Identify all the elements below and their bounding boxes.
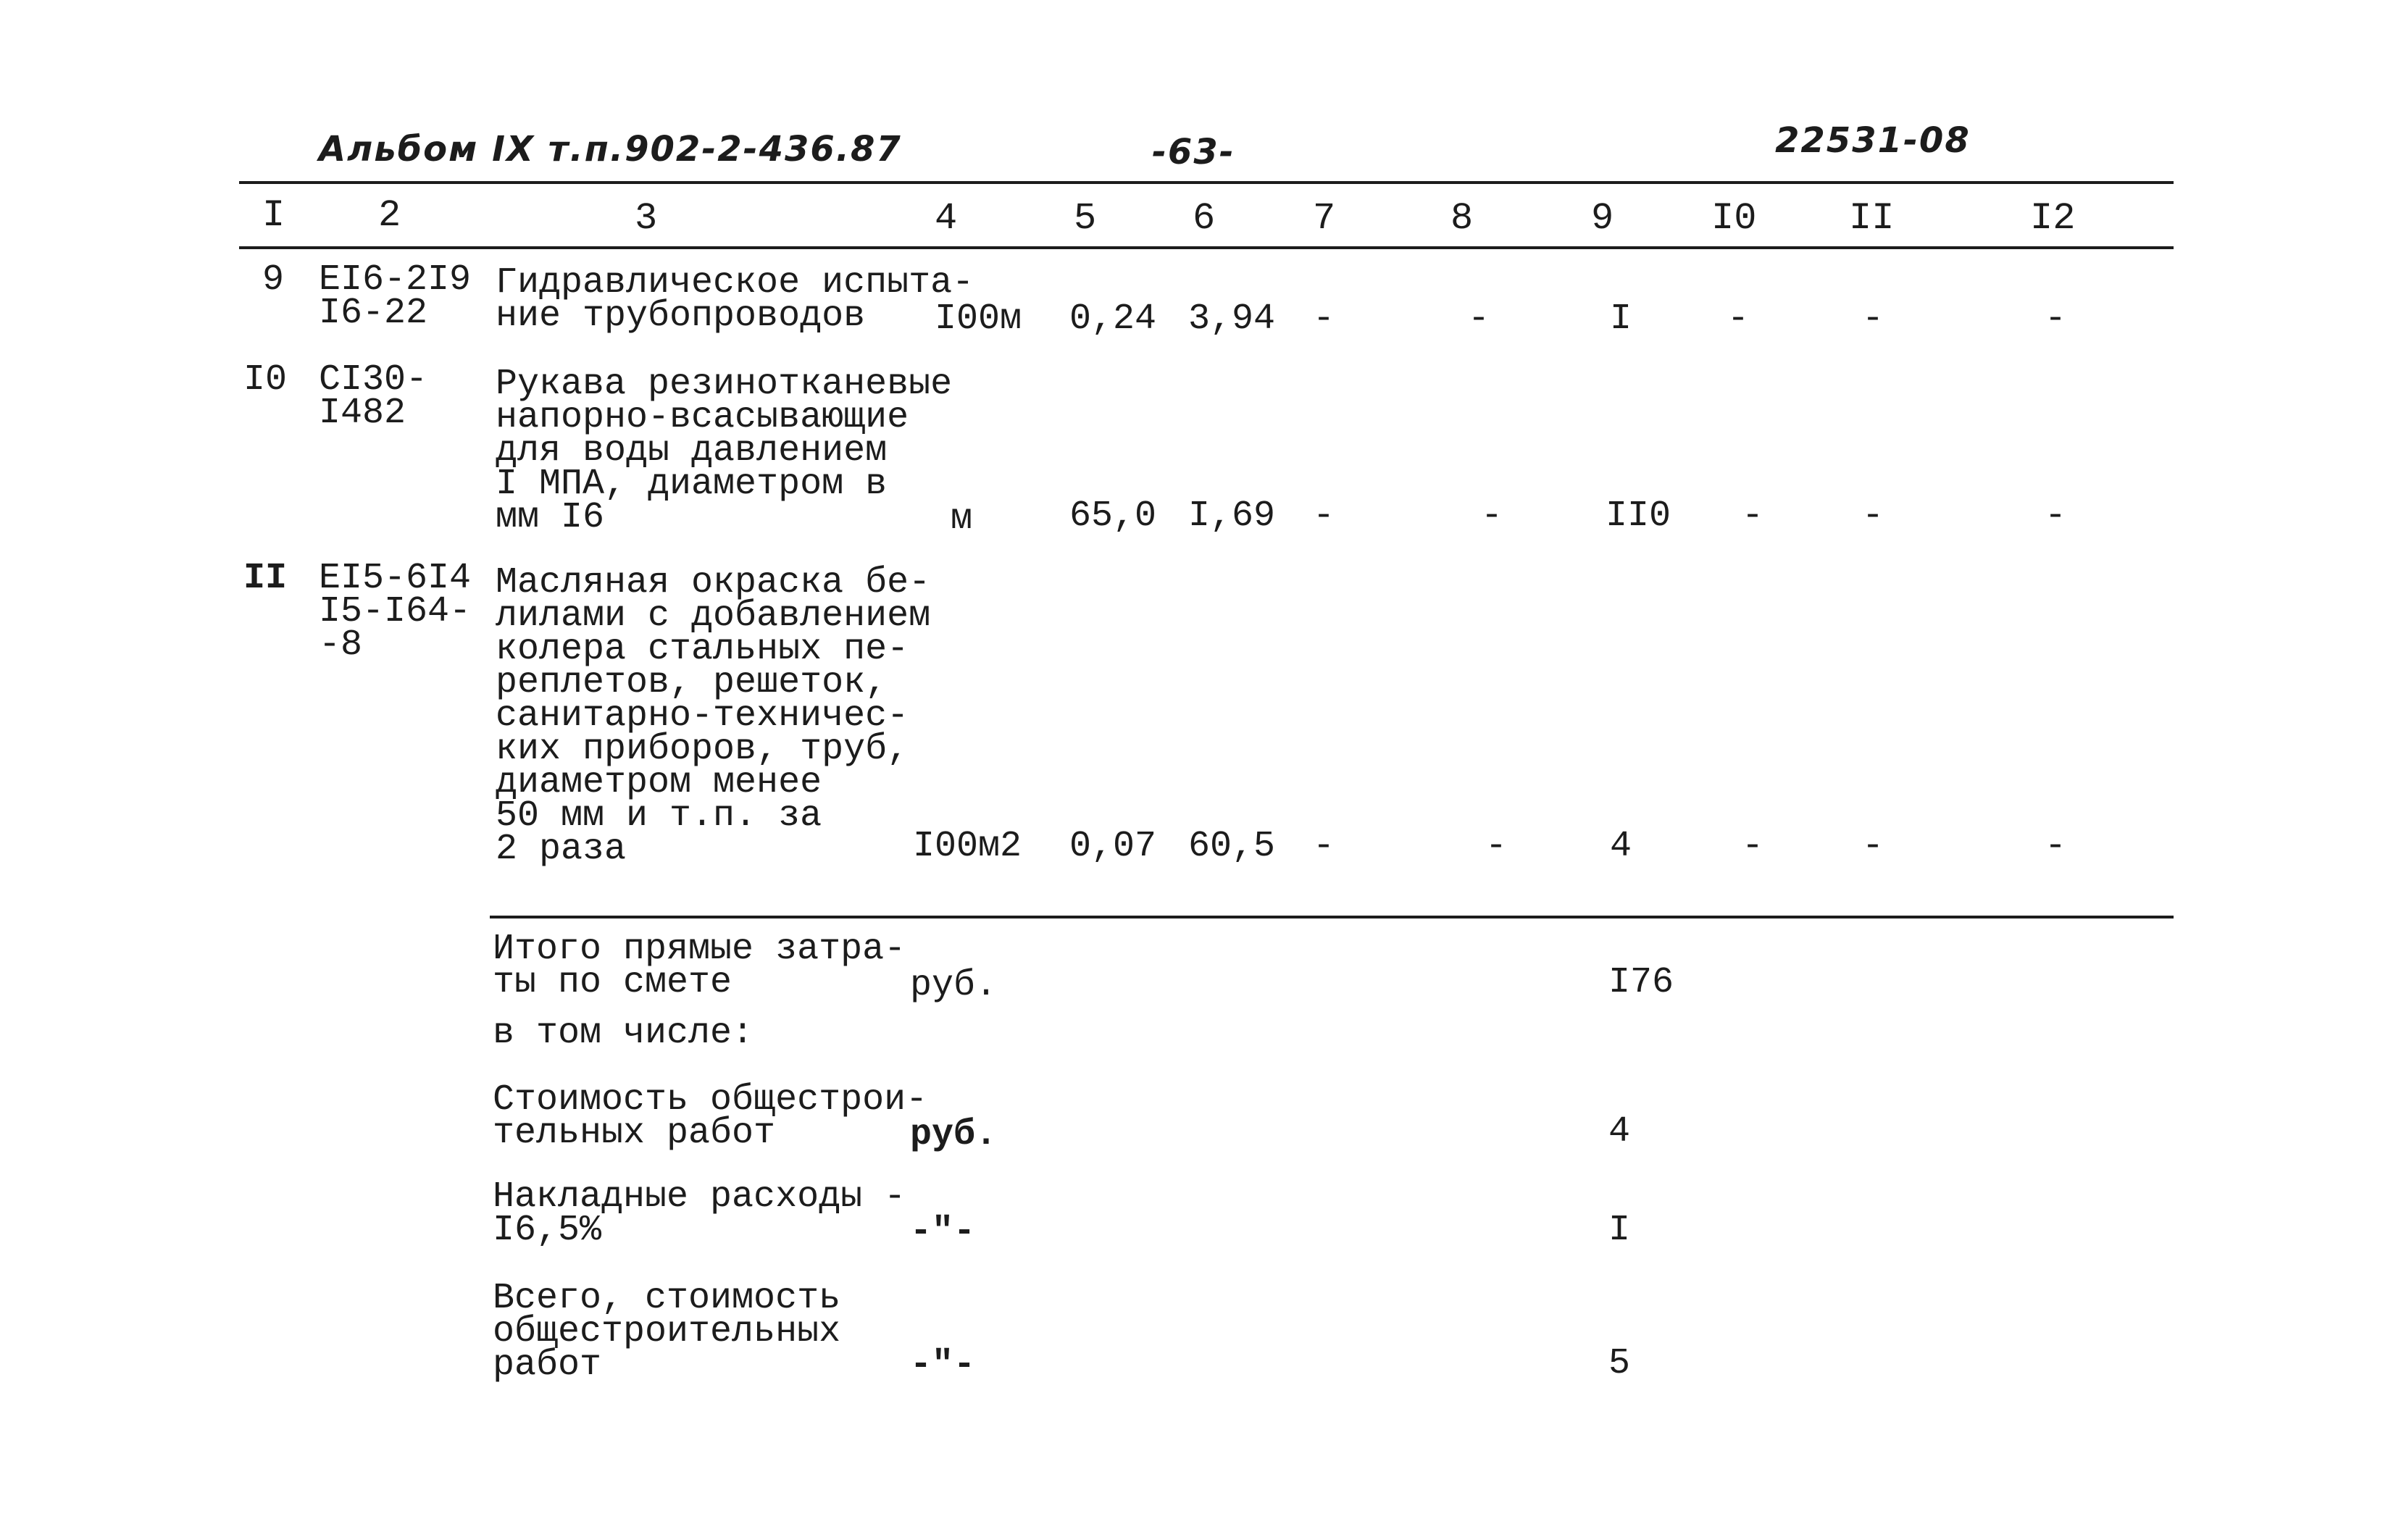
rate-code: EI6-2I9 I6-22 xyxy=(319,259,472,334)
table-header-rule xyxy=(239,246,2174,249)
col-number-10: I0 xyxy=(1711,197,1757,240)
summary-label: Накладные расходы - I6,5% xyxy=(493,1176,906,1251)
summary-label: в том числе: xyxy=(493,1013,754,1054)
summary-label: Стоимость общестрои- тельных работ xyxy=(493,1079,928,1154)
col7-value: - xyxy=(1313,495,1335,537)
col9-value: I xyxy=(1610,298,1632,340)
col6-value: 3,94 xyxy=(1188,298,1276,340)
summary-divider xyxy=(490,916,2174,918)
col-number-5: 5 xyxy=(1074,197,1097,240)
col-number-4: 4 xyxy=(935,197,958,240)
col-number-12: I2 xyxy=(2030,197,2076,240)
work-description: Масляная окраска бе- лилами с добавлением колера стальных пе- реплетов, решеток, санитарно-техничес- ких приборов, труб, диаметром менее 50 мм и т.п. за 2 раза xyxy=(496,562,931,870)
col12-value: - xyxy=(2045,495,2067,537)
col-number-6: 6 xyxy=(1193,197,1216,240)
col10-value: - xyxy=(1727,298,1750,340)
col8-value: - xyxy=(1485,826,1508,867)
summary-value: 4 xyxy=(1608,1111,1631,1152)
summary-unit: -"- xyxy=(910,1344,976,1386)
col12-value: - xyxy=(2045,298,2067,340)
col11-value: - xyxy=(1862,826,1884,867)
col10-value: - xyxy=(1742,826,1764,867)
album-reference: Альбом IX т.п.902-2-436.87 xyxy=(319,129,902,170)
col9-value: 4 xyxy=(1610,826,1632,867)
col10-value: - xyxy=(1742,495,1764,537)
unit: м xyxy=(951,498,973,540)
rate-code: EI5-6I4 I5-I64- -8 xyxy=(319,558,472,666)
col5-value: 65,0 xyxy=(1069,495,1157,537)
col-number-1: I xyxy=(262,194,285,237)
unit: I00м xyxy=(935,298,1022,340)
col7-value: - xyxy=(1313,298,1335,340)
row-number: II xyxy=(243,558,288,599)
col6-value: 60,5 xyxy=(1188,826,1276,867)
summary-unit: руб. xyxy=(910,1114,998,1155)
col12-value: - xyxy=(2045,826,2067,867)
col-number-8: 8 xyxy=(1450,197,1474,240)
col7-value: - xyxy=(1313,826,1335,867)
col-number-11: II xyxy=(1849,197,1895,240)
rate-code: CI30- I482 xyxy=(319,359,428,434)
col8-value: - xyxy=(1468,298,1490,340)
col-number-3: 3 xyxy=(635,197,658,240)
col6-value: I,69 xyxy=(1188,495,1276,537)
unit: I00м2 xyxy=(913,826,1022,867)
summary-value: I xyxy=(1608,1210,1631,1251)
document-code: 22531-08 xyxy=(1775,120,1971,161)
row-number: I0 xyxy=(243,359,288,401)
col8-value: - xyxy=(1481,495,1503,537)
summary-value: I76 xyxy=(1608,962,1674,1003)
col11-value: - xyxy=(1862,495,1884,537)
summary-unit: руб. xyxy=(910,965,998,1006)
summary-label: Всего, стоимость общестроительных работ xyxy=(493,1278,841,1386)
col-number-9: 9 xyxy=(1591,197,1614,240)
col9-value: II0 xyxy=(1606,495,1671,537)
summary-unit: -"- xyxy=(910,1211,976,1252)
col-number-2: 2 xyxy=(378,194,401,237)
row-number: 9 xyxy=(262,259,285,301)
col5-value: 0,24 xyxy=(1069,298,1157,340)
summary-label: Итого прямые затра- ты по смете xyxy=(493,929,906,1003)
summary-value: 5 xyxy=(1608,1343,1631,1384)
table-top-rule xyxy=(239,181,2174,184)
col5-value: 0,07 xyxy=(1069,826,1157,867)
col-number-7: 7 xyxy=(1313,197,1336,240)
col11-value: - xyxy=(1862,298,1884,340)
work-description: Рукава резинотканевые напорно-всасывающие для воды давлением I МПА, диаметром в мм I6 xyxy=(496,364,953,538)
page-number: -63- xyxy=(1152,132,1235,172)
work-description: Гидравлическое испыта- ние трубопроводов xyxy=(496,262,974,337)
